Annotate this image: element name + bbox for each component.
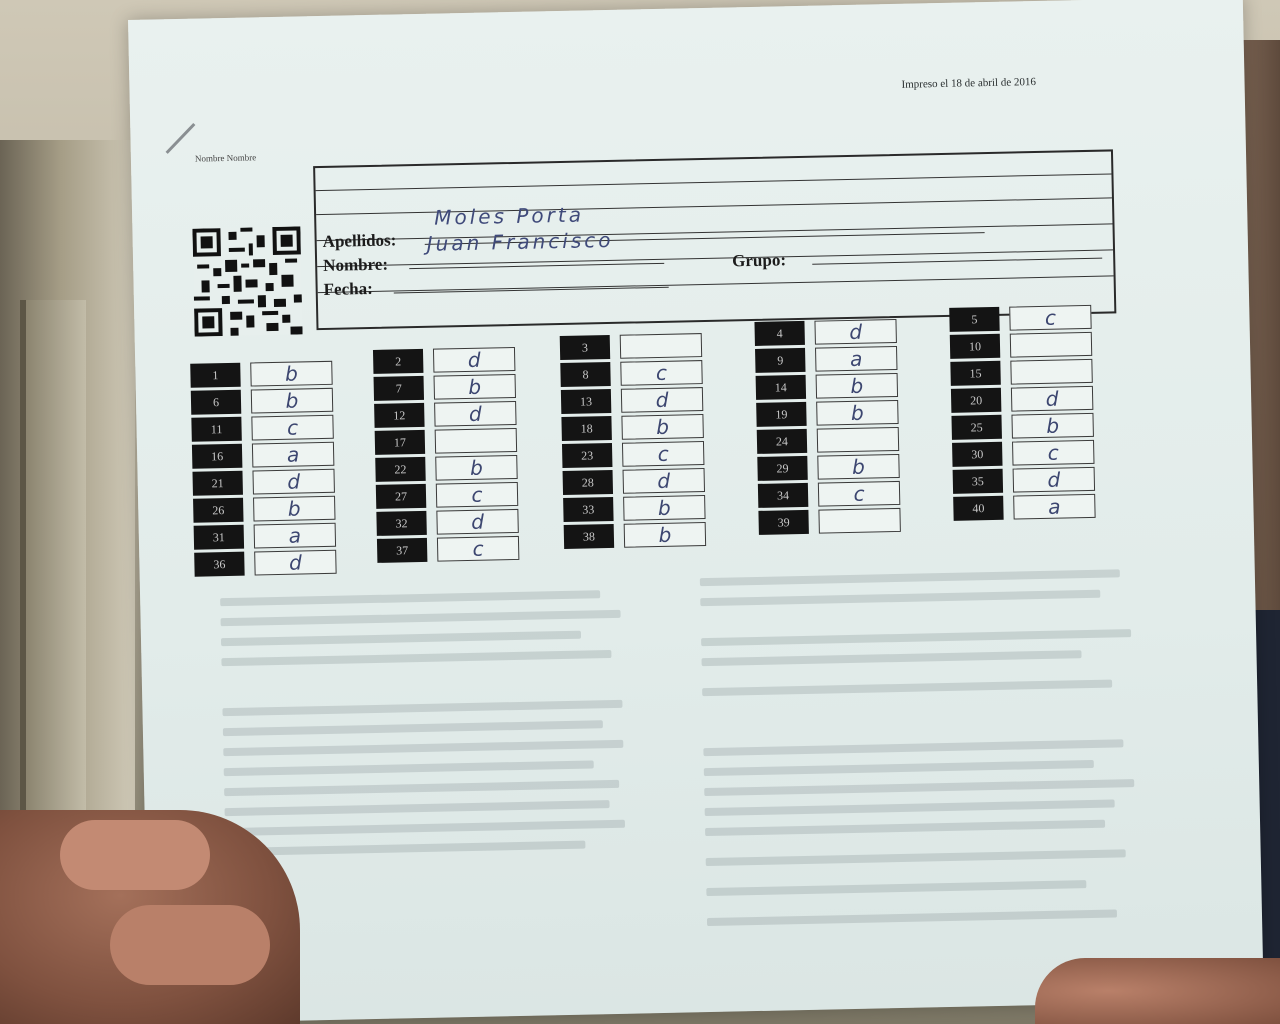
- question-number: 22: [375, 457, 425, 482]
- answer-row: [756, 373, 864, 402]
- answer-row: [192, 469, 301, 498]
- answer-cell[interactable]: c: [251, 415, 333, 441]
- apellidos-handwriting: Moles Porta: [433, 202, 585, 230]
- question-number: 7: [374, 376, 424, 401]
- answer-cell[interactable]: b: [253, 496, 335, 522]
- question-number: 24: [757, 429, 807, 454]
- answer-cell[interactable]: c: [620, 360, 702, 386]
- answer-row: [561, 387, 669, 416]
- answer-cell[interactable]: b: [816, 400, 898, 426]
- answer-cell[interactable]: [817, 427, 899, 453]
- answer-cell[interactable]: d: [433, 347, 515, 373]
- answer-row: [373, 347, 481, 376]
- answer-cell[interactable]: b: [624, 522, 706, 548]
- question-number: 36: [194, 552, 244, 577]
- answer-row: [191, 388, 299, 417]
- question-number: 2: [373, 349, 423, 374]
- answer-cell[interactable]: c: [1012, 440, 1094, 466]
- question-number: 31: [194, 525, 244, 550]
- answer-row: [758, 511, 790, 537]
- answer-row: [563, 468, 671, 497]
- answer-cell[interactable]: c: [1009, 305, 1091, 331]
- answer-cell[interactable]: d: [254, 550, 336, 576]
- answer-row: [194, 550, 302, 579]
- answer-row: [758, 481, 865, 510]
- question-number: 38: [564, 524, 614, 549]
- printed-date: Impreso el 18 de abril de 2016: [901, 76, 1037, 91]
- grupo-field[interactable]: [812, 240, 1102, 265]
- answer-cell[interactable]: d: [1013, 467, 1095, 493]
- grupo-label: Grupo:: [731, 250, 787, 271]
- answer-cell[interactable]: d: [252, 469, 334, 495]
- question-number: 3: [560, 335, 610, 360]
- answer-row: [562, 441, 669, 470]
- answer-cell[interactable]: a: [254, 523, 336, 549]
- cabinet-door: [20, 300, 86, 840]
- answer-column-3: [560, 336, 672, 552]
- answer-row: [561, 414, 670, 443]
- answer-cell[interactable]: b: [817, 454, 899, 480]
- question-number: 10: [950, 334, 1000, 359]
- question-number: 40: [953, 496, 1003, 521]
- answer-cell[interactable]: c: [622, 441, 704, 467]
- question-number: 6: [191, 390, 241, 415]
- answer-cell[interactable]: d: [623, 468, 705, 494]
- answer-row: [953, 494, 1061, 523]
- answer-cell[interactable]: b: [251, 388, 333, 414]
- answer-row: [560, 360, 668, 389]
- qr-code: [192, 226, 302, 336]
- question-number: 25: [951, 415, 1001, 440]
- answer-cell[interactable]: c: [437, 536, 519, 562]
- answer-row: [192, 442, 300, 471]
- question-number: 29: [757, 456, 807, 481]
- question-number: 1: [190, 363, 240, 388]
- answer-cell[interactable]: d: [1011, 386, 1093, 412]
- question-number: 13: [561, 389, 611, 414]
- answer-cell[interactable]: d: [814, 319, 896, 345]
- question-number: 15: [950, 361, 1000, 386]
- answer-cell[interactable]: [1010, 359, 1092, 385]
- answer-row: [952, 440, 1060, 469]
- answer-row: [950, 335, 982, 361]
- fecha-field[interactable]: [393, 269, 668, 294]
- answer-row: [757, 454, 866, 483]
- nombre-label: Nombre:: [322, 254, 389, 275]
- answer-column-5: [949, 305, 1061, 524]
- answer-row: [757, 430, 789, 456]
- question-number: 9: [755, 348, 805, 373]
- question-number: 5: [949, 307, 999, 332]
- question-number: 30: [952, 442, 1002, 467]
- question-number: 37: [377, 538, 427, 563]
- answer-row: [951, 386, 1059, 415]
- answer-row: [953, 467, 1061, 496]
- question-number: 23: [562, 443, 612, 468]
- student-info-box: [313, 149, 1116, 330]
- answer-row: [375, 455, 484, 484]
- question-number: 20: [951, 388, 1001, 413]
- fecha-label: Fecha:: [323, 278, 373, 299]
- question-number: 12: [374, 403, 424, 428]
- question-number: 11: [191, 417, 241, 442]
- answer-row: [374, 401, 482, 430]
- answer-row: [374, 374, 482, 403]
- answer-row: [564, 522, 672, 551]
- apellidos-label: Apellidos:: [322, 230, 397, 251]
- answer-row: [194, 523, 302, 552]
- answer-row: [950, 362, 982, 388]
- answer-cell[interactable]: d: [434, 401, 516, 427]
- answer-row: [951, 413, 1060, 442]
- answer-column-2: [373, 347, 485, 566]
- question-number: 8: [560, 362, 610, 387]
- answer-column-1: [190, 361, 302, 580]
- pencil-mark: [166, 123, 196, 154]
- left-finger: [110, 905, 270, 985]
- right-hand: [1035, 958, 1280, 1024]
- question-number: 27: [376, 484, 426, 509]
- question-number: 39: [758, 510, 808, 535]
- answer-row: [376, 509, 485, 538]
- answer-cell[interactable]: b: [435, 455, 517, 481]
- answer-cell[interactable]: b: [621, 414, 703, 440]
- question-number: 21: [192, 471, 242, 496]
- header-left-text: Nombre Nombre: [194, 152, 257, 164]
- answer-cell[interactable]: d: [621, 387, 703, 413]
- answer-cell[interactable]: d: [436, 509, 518, 535]
- answer-row: [949, 305, 1057, 334]
- left-thumb: [60, 820, 210, 890]
- question-number: 35: [953, 469, 1003, 494]
- question-number: 4: [754, 321, 804, 346]
- answer-cell[interactable]: c: [436, 482, 518, 508]
- answer-cell[interactable]: a: [815, 346, 897, 372]
- answer-cell[interactable]: b: [816, 373, 898, 399]
- question-number: 26: [193, 498, 243, 523]
- answer-cell[interactable]: [1010, 332, 1092, 358]
- answer-cell[interactable]: b: [623, 495, 705, 521]
- answer-cell[interactable]: b: [434, 374, 516, 400]
- answer-cell[interactable]: [818, 508, 900, 534]
- question-number: 28: [563, 470, 613, 495]
- answer-cell[interactable]: [620, 333, 702, 359]
- answer-row: [193, 496, 301, 525]
- answer-cell[interactable]: c: [818, 481, 900, 507]
- answer-column-4: [754, 319, 866, 538]
- answer-cell[interactable]: b: [1011, 413, 1093, 439]
- answer-row: [754, 319, 863, 348]
- answer-row: [190, 361, 299, 390]
- question-number: 19: [756, 402, 806, 427]
- question-number: 33: [563, 497, 613, 522]
- answer-cell[interactable]: b: [250, 361, 332, 387]
- question-number: 34: [758, 483, 808, 508]
- answer-row: [563, 495, 671, 524]
- question-number: 16: [192, 444, 242, 469]
- answer-row: [755, 346, 863, 375]
- nombre-handwriting: Juan Francisco: [426, 227, 614, 256]
- answer-row: [191, 415, 299, 444]
- answer-row: [375, 431, 407, 457]
- question-number: 18: [561, 416, 611, 441]
- question-number: 32: [376, 511, 426, 536]
- answer-row: [756, 400, 864, 429]
- answer-row: [376, 482, 483, 511]
- question-number: 14: [756, 375, 806, 400]
- answer-cell[interactable]: [435, 428, 517, 454]
- answer-row: [560, 336, 589, 362]
- answer-sheet: [128, 0, 1264, 1024]
- answer-cell[interactable]: a: [252, 442, 334, 468]
- answer-cell[interactable]: a: [1013, 494, 1095, 520]
- answer-row: [377, 536, 484, 565]
- question-number: 17: [375, 430, 425, 455]
